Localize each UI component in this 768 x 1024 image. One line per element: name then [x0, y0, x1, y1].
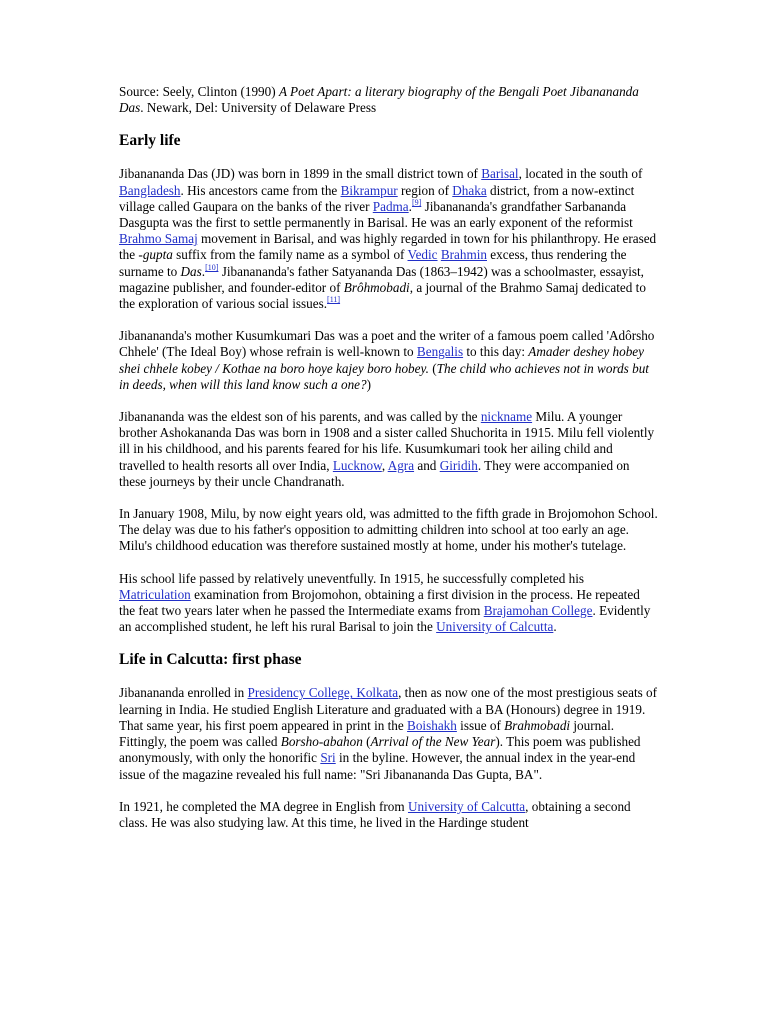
link-university-of-calcutta[interactable]: University of Calcutta [436, 619, 554, 635]
section-heading-early-life: Early life [119, 132, 181, 150]
section-heading-calcutta: Life in Calcutta: first phase [119, 651, 302, 669]
poem-refrain: Amader deshey hobey shei chhele kobey / Kothae na boro hoye kajey boro hobey. [119, 344, 645, 376]
link-brahmo-samaj[interactable]: Brahmo Samaj [119, 231, 198, 247]
link-matriculation[interactable]: Matriculation [119, 586, 191, 602]
citation-link-10[interactable]: [10] [205, 262, 219, 272]
link-lucknow[interactable]: Lucknow [332, 457, 382, 473]
paragraph-birth: Jibanananda Das (JD) was born in 1899 in the small district town of Barisal, located in the south of Bangladesh. His ancestors came from the Bikrampur region of Dhaka district, from a now-extinct village called Gaupara on the banks of the river Padma.[9] Jibanananda's grandfather Sarbananda Dasgupta was the first to settle permanently in Barisal. He was an early exponent of the reformist Brahmo Samaj movement in Barisal, and was highly regarded in town for his philanthropy. He erased the -gupta suffix from the family name as a symbol of Vedic Brahmin excess, thus rendering the surname to Das.[10] Jibanananda's father Satyananda Das (1863–1942) was a schoolmaster, essayist, magazine publisher, and founder-editor of Brôhmobadi, a journal of the Brahmo Samaj dedicated to the exploration of various social issues.[11] [119, 166, 657, 312]
link-boishakh[interactable]: Boishakh [407, 717, 457, 733]
source-book-title: A Poet Apart: a literary biography of the Bengali Poet Jibanananda Das [119, 84, 639, 116]
link-padma[interactable]: Padma [372, 198, 409, 214]
link-sri[interactable]: Sri [320, 750, 336, 766]
poem-translation: The child who achieves not in words but in deeds, when will this land know such a one? [119, 360, 649, 392]
citation-link-9[interactable]: [9] [411, 197, 422, 207]
link-giridih[interactable]: Giridih [439, 457, 478, 473]
citation-link-11[interactable]: [11] [327, 295, 341, 305]
link-barisal[interactable]: Barisal [481, 166, 519, 182]
link-bikrampur[interactable]: Bikrampur [340, 182, 398, 198]
paragraph-mother: Jibanananda's mother Kusumkumari Das was a poet and the writer of a famous poem called 'Adôrsho Chhele' (The Ideal Boy) whose refrain is well-known to Bengalis to this day: Amader deshey hobey shei chhele kobey / Kothae na boro hoye kajey boro hobey. (The child who achieves not in words but in deeds, when will this land know such a one?) [119, 328, 655, 392]
link-bangladesh[interactable]: Bangladesh [119, 182, 181, 198]
paragraph-school-admission: In January 1908, Milu, by now eight years old, was admitted to the fifth grade in Brojomohon School. The delay was due to his father's opposition to admitting children into school at too early an age. Milu's childhood education was therefore sustained mostly at home, under his mother's tutelage. [119, 506, 658, 554]
link-brajamohan-college[interactable]: Brajamohan College [483, 603, 593, 619]
link-brahmin[interactable]: Brahmin [440, 247, 487, 263]
paragraph-childhood: Jibanananda was the eldest son of his parents, and was called by the nickname Milu. A younger brother Ashokananda Das was born in 1908 and a sister called Shuchorita in 1915. Milu fell violently ill in his childhood, and his parents feared for his life. Kusumkumari took her ailing child and travelled to health resorts all over India, Lucknow, Agra and Giridih. They were accompanied on these journeys by their uncle Chandranath. [119, 409, 655, 489]
paragraph-ma-degree: In 1921, he completed the MA degree in English from University of Calcutta, obtaining a second class. He was also studying law. At this time, he lived in the Hardinge student [119, 798, 631, 830]
paragraph-school-life: His school life passed by relatively uneventfully. In 1915, he successfully completed his Matriculation examination from Brojomohon, obtaining a first division in the process. He repeated the feat two years later when he passed the Intermediate exams from Brajamohan College. Evidently an accomplished student, he left his rural Barisal to join the University of Calcutta. [119, 570, 651, 635]
link-agra[interactable]: Agra [387, 457, 415, 473]
link-vedic[interactable]: Vedic [407, 247, 438, 263]
link-presidency-college[interactable]: Presidency College, Kolkata [247, 685, 399, 701]
source-citation: Source: Seely, Clinton (1990) A Poet Apart: a literary biography of the Bengali Poet Jibanananda Das. Newark, Del: University of Delaware Press [119, 84, 639, 116]
link-university-of-calcutta-2[interactable]: University of Calcutta [407, 798, 526, 814]
link-nickname[interactable]: nickname [480, 409, 533, 425]
paragraph-presidency-college: Jibanananda enrolled in Presidency College, Kolkata, then as now one of the most prestigious seats of learning in India. He studied English Literature and graduated with a BA (Honours) degree in 1919. That same year, his first poem appeared in print in the Boishakh issue of Brahmobadi journal. Fittingly, the poem was called Borsho-abahon (Arrival of the New Year). This poem was published anonymously, with only the honorific Sri in the byline. However, the annual index in the year-end issue of the magazine revealed his full name: "Sri Jibanananda Das Gupta, BA". [119, 685, 658, 782]
link-dhaka[interactable]: Dhaka [452, 182, 487, 198]
link-bengalis[interactable]: Bengalis [416, 344, 464, 360]
document-page [119, 84, 659, 847]
